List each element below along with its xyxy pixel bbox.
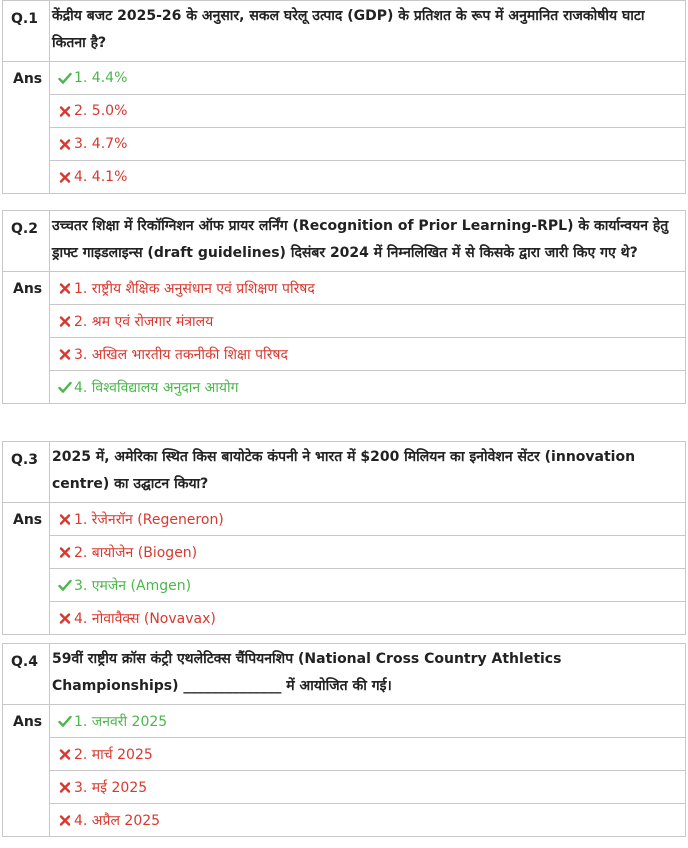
question-number: Q.2 xyxy=(11,221,38,237)
option-line xyxy=(58,712,685,731)
option-line xyxy=(58,169,685,185)
option-label: 3. अखिल भारतीय तकनीकी शिक्षा परिषद xyxy=(74,346,288,363)
option-row xyxy=(50,569,686,602)
option-row xyxy=(50,771,686,804)
cross-icon xyxy=(58,170,72,184)
check-icon xyxy=(58,714,72,728)
question-number: Q.3 xyxy=(11,452,38,468)
option-row xyxy=(50,62,686,95)
answer-label: Ans xyxy=(13,512,43,528)
option-line xyxy=(58,576,685,595)
option-line xyxy=(58,345,685,364)
option-row xyxy=(50,95,686,128)
question-block-1 xyxy=(2,0,686,194)
option-label: 2. 5.0% xyxy=(74,103,128,119)
option-row xyxy=(50,738,686,771)
question-text: 2025 में, अमेरिका स्थित किस बायोटेक कंपनी ने भारत में $200 मिलियन का इनोवेशन सेंटर (innovation centre) का उद्घाटन किया? xyxy=(52,449,636,492)
option-label: 1. जनवरी 2025 xyxy=(74,713,168,730)
option-label: 3. मई 2025 xyxy=(74,779,148,796)
option-line xyxy=(58,136,685,152)
option-row xyxy=(50,804,686,837)
cross-icon xyxy=(58,611,72,625)
option-row xyxy=(50,128,686,161)
option-row xyxy=(50,602,686,635)
option-label: 2. श्रम एवं रोजगार मंत्रालय xyxy=(74,313,214,330)
option-label: 4. अप्रैल 2025 xyxy=(74,812,161,829)
option-line xyxy=(58,103,685,119)
check-icon xyxy=(58,71,72,85)
cross-icon xyxy=(58,137,72,151)
option-label: 2. मार्च 2025 xyxy=(74,746,153,763)
option-label: 4. नोवावैक्स (Novavax) xyxy=(74,610,216,627)
question-text: 59वीं राष्ट्रीय क्रॉस कंट्री एथलेटिक्स चैंपियनशिप (National Cross Country Athletics Championships) ______________ में आयोजित की गई। xyxy=(52,651,562,694)
option-row xyxy=(50,705,686,738)
question-block-2 xyxy=(2,210,686,404)
cross-icon xyxy=(58,747,72,761)
question-block-4 xyxy=(2,643,686,837)
cross-icon xyxy=(58,347,72,361)
option-label: 2. बायोजेन (Biogen) xyxy=(74,544,198,561)
option-line xyxy=(58,279,685,298)
check-icon xyxy=(58,578,72,592)
cross-icon xyxy=(58,281,72,295)
option-label: 1. रेजेनरॉन (Regeneron) xyxy=(74,511,224,528)
cross-icon xyxy=(58,813,72,827)
option-label: 4. 4.1% xyxy=(74,169,128,185)
answer-label: Ans xyxy=(13,714,43,730)
option-label: 3. एमजेन (Amgen) xyxy=(74,577,192,594)
option-row xyxy=(50,272,686,305)
question-text: केंद्रीय बजट 2025-26 के अनुसार, सकल घरेलू उत्पाद (GDP) के प्रतिशत के रूप में अनुमानित राजकोषीय घाटा कितना है? xyxy=(52,8,645,51)
option-line xyxy=(58,312,685,331)
option-row xyxy=(50,305,686,338)
answer-label: Ans xyxy=(13,281,43,297)
option-label: 1. 4.4% xyxy=(74,70,128,86)
option-row xyxy=(50,338,686,371)
option-line xyxy=(58,745,685,764)
cross-icon xyxy=(58,545,72,559)
cross-icon xyxy=(58,512,72,526)
question-text: उच्चतर शिक्षा में रिकॉग्निशन ऑफ प्रायर लर्निंग (Recognition of Prior Learning-RPL) के कार्यान्वयन हेतु ड्राफ्ट गाइडलाइन्स (draft guidelines) दिसंबर 2024 में निम्नलिखित में से किसके द्वारा जारी किए गए थे? xyxy=(52,218,669,261)
cross-icon xyxy=(58,104,72,118)
answer-label: Ans xyxy=(13,71,43,87)
option-row xyxy=(50,161,686,194)
question-block-3 xyxy=(2,441,686,635)
option-line xyxy=(58,543,685,562)
option-label: 1. राष्ट्रीय शैक्षिक अनुसंधान एवं प्रशिक्षण परिषद xyxy=(74,280,315,297)
option-label: 3. 4.7% xyxy=(74,136,128,152)
option-line xyxy=(58,378,685,397)
option-row xyxy=(50,503,686,536)
question-number: Q.4 xyxy=(11,654,38,670)
option-line xyxy=(58,510,685,529)
cross-icon xyxy=(58,780,72,794)
cross-icon xyxy=(58,314,72,328)
question-number: Q.1 xyxy=(11,11,38,27)
check-icon xyxy=(58,380,72,394)
option-label: 4. विश्वविद्यालय अनुदान आयोग xyxy=(74,379,239,396)
option-line xyxy=(58,70,685,86)
option-row xyxy=(50,536,686,569)
option-line xyxy=(58,778,685,797)
option-line xyxy=(58,811,685,830)
option-line xyxy=(58,609,685,628)
option-row xyxy=(50,371,686,404)
